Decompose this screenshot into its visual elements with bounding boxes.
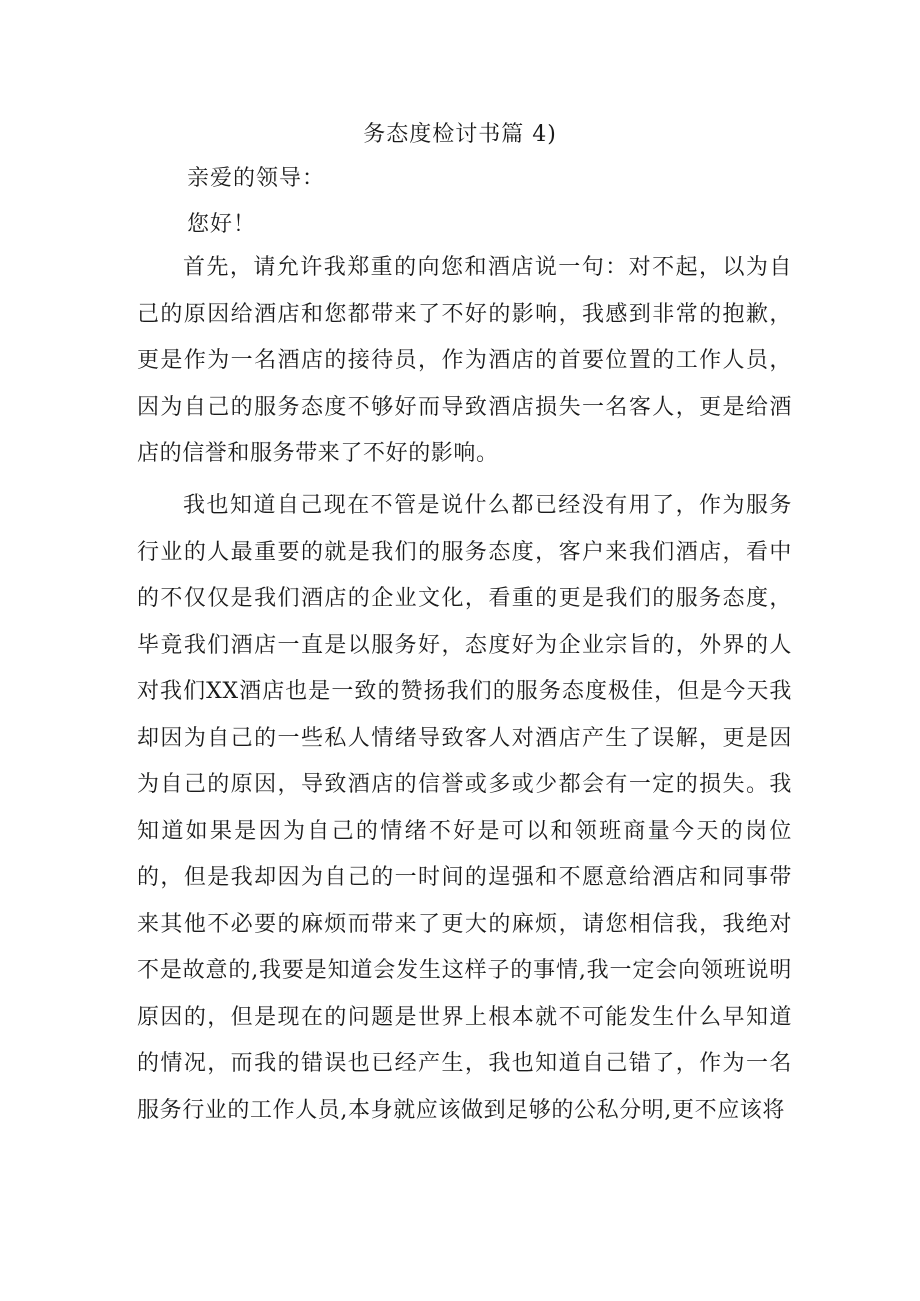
document-title: 务态度检讨书篇 4) xyxy=(363,122,557,147)
hello-line: 您好！ xyxy=(187,212,257,237)
paragraph-apology: 首先，请允许我郑重的向您和酒店说一句：对不起，以为自己的原因给酒店和您都带来了不好的影响，我感到非常的抱歉，更是作为一名酒店的接待员，作为酒店的首要位置的工作人员，因为自己的服务态度不够好而导致酒店损失一名客人，更是给酒店的信誉和服务带来了不好的影响。 xyxy=(137,255,792,466)
paragraph-explanation: 我也知道自己现在不管是说什么都已经没有用了，作为服务行业的人最重要的就是我们的服务态度，客户来我们酒店，看中的不仅仅是我们酒店的企业文化，看重的更是我们的服务态度，毕竟我们酒店一直是以服务好，态度好为企业宗旨的，外界的人对我们XX酒店也是一致的赞扬我们的服务态度极佳，但是今天我却因为自己的一些私人情绪导致客人对酒店产生了误解，更是因为自己的原因，导致酒店的信誉或多或少都会有一定的损失。我知道如果是因为自己的情绪不好是可以和领班商量今天的岗位的，但是我却因为自己的一时间的逞强和不愿意给酒店和同事带来其他不必要的麻烦而带来了更大的麻烦，请您相信我，我绝对不是故意的,我要是知道会发生这样子的事情,我一定会向领班说明原因的，但是现在的问题是世界上根本就不可能发生什么早知道的情况，而我的错误也已经产生，我也知道自己错了，作为一名服务行业的工作人员,本身就应该做到足够的公私分明,更不应该将 xyxy=(137,493,792,1123)
greeting: 亲爱的领导： xyxy=(187,166,326,191)
